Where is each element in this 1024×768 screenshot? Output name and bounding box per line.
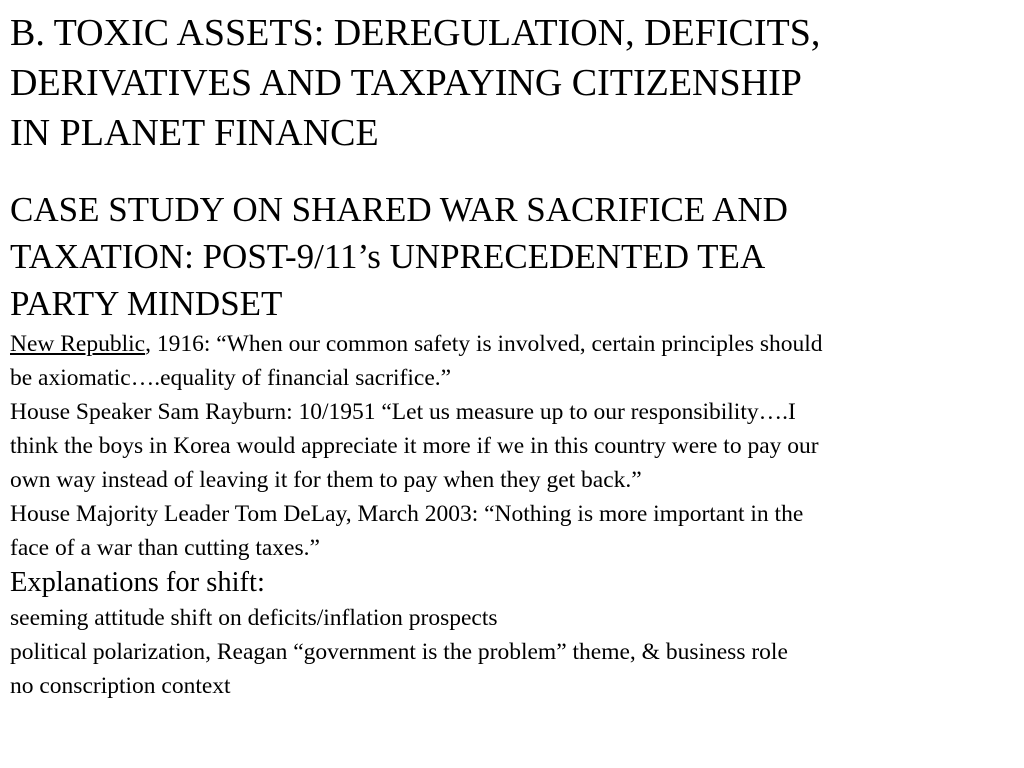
quote-new-republic: [10, 327, 1010, 395]
source-new-republic: New Republic: [10, 331, 146, 357]
subtitle-line: CASE STUDY ON SHARED WAR SACRIFICE AND: [10, 190, 788, 229]
slide-content: [10, 8, 1010, 703]
explanation-item: seeming attitude shift on deficits/inflation prospects: [10, 605, 498, 631]
quote-text: , 1916: “When our common safety is involved, certain principles should: [145, 331, 823, 357]
quote-line: think the boys in Korea would appreciate it more if we in this country were to pay our: [10, 433, 819, 459]
quote-line: House Majority Leader Tom DeLay, March 2003: “Nothing is more important in the: [10, 501, 804, 527]
title-line: B. TOXIC ASSETS: DEREGULATION, DEFICITS,: [10, 12, 821, 54]
explanation-item: political polarization, Reagan “government is the problem” theme, & business role: [10, 639, 788, 665]
explanations-heading: Explanations for shift:: [10, 567, 265, 598]
section-spacer: [10, 158, 1010, 186]
quote-line: be axiomatic….equality of financial sacrifice.”: [10, 365, 452, 391]
quote-line: own way instead of leaving it for them to pay when they get back.”: [10, 467, 642, 493]
subtitle-line: TAXATION: POST-9/11’s UNPRECEDENTED TEA: [10, 237, 766, 276]
title-line: DERIVATIVES AND TAXPAYING CITIZENSHIP: [10, 62, 802, 104]
quote-delay: [10, 497, 1010, 565]
quote-line: [10, 327, 1010, 361]
title-line: IN PLANET FINANCE: [10, 112, 379, 154]
explanations-list: [10, 601, 1010, 703]
case-study-heading: [10, 186, 1010, 327]
slide-title: [10, 8, 1010, 158]
explanation-item: no conscription context: [10, 673, 231, 699]
quote-line: face of a war than cutting taxes.”: [10, 535, 320, 561]
quote-rayburn: [10, 395, 1010, 497]
quote-line: House Speaker Sam Rayburn: 10/1951 “Let us measure up to our responsibility….I: [10, 399, 796, 425]
subtitle-line: PARTY MINDSET: [10, 284, 283, 323]
